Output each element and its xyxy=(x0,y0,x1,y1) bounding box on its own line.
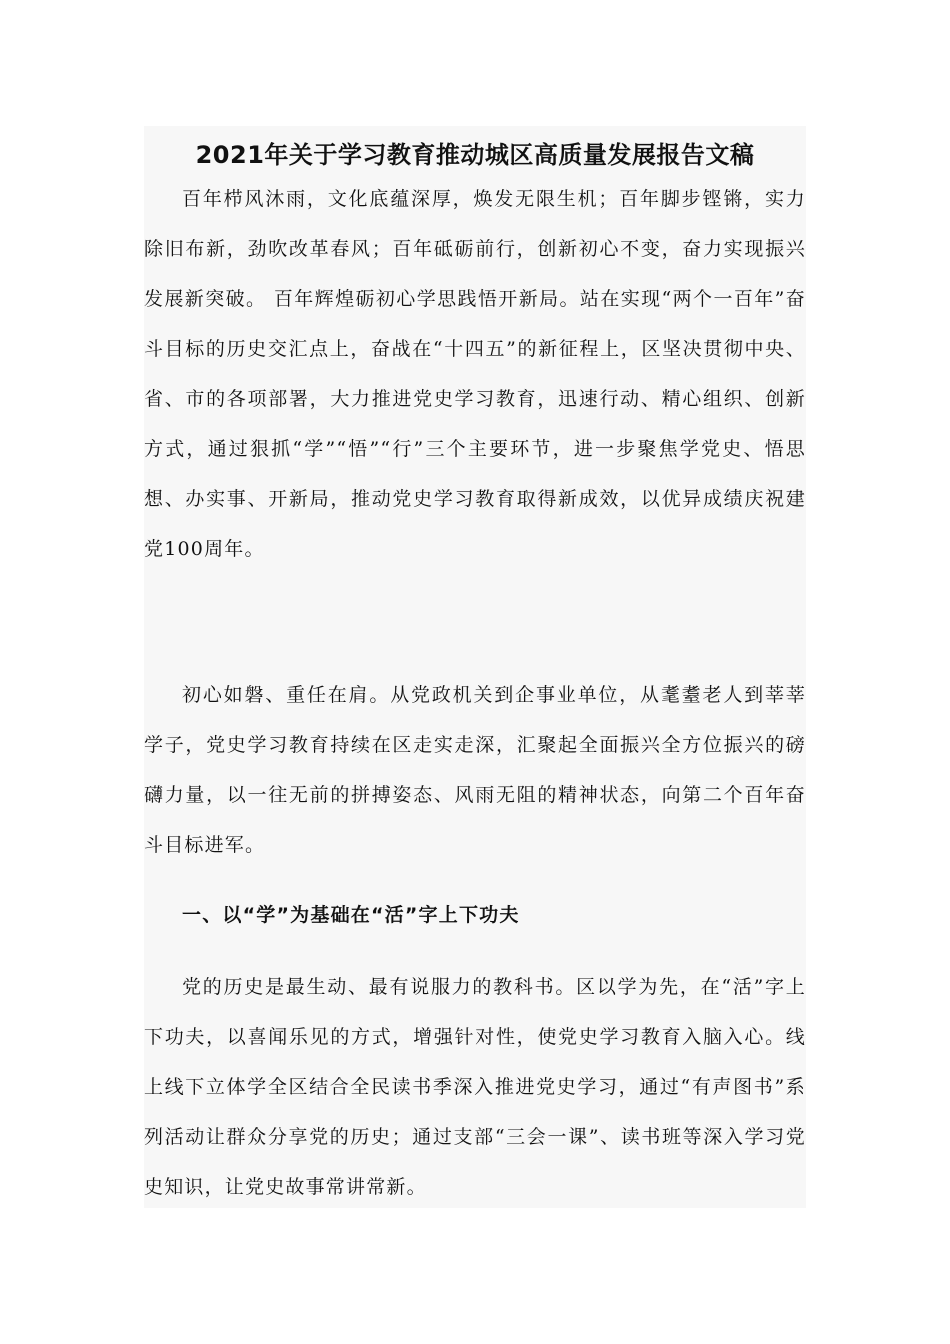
paragraph-mission: 初心如磐、重任在肩。从党政机关到企事业单位，从耄耋老人到莘莘学子，党史学习教育持续在区走实走深，汇聚起全面振兴全方位振兴的磅礴力量，以一往无前的拼搏姿态、风雨无阻的精神状态，向第二个百年奋斗目标进军。 xyxy=(144,684,806,856)
document-title: 2021年关于学习教育推动城区高质量发展报告文稿 xyxy=(195,141,755,169)
document-page xyxy=(144,126,806,1208)
paragraph-intro: 百年栉风沐雨，文化底蕴深厚，焕发无限生机；百年脚步铿锵，实力除旧布新，劲吹改革春风；百年砥砺前行，创新初心不变，奋力实现振兴发展新突破。 百年辉煌砺初心学思践悟开新局。站在实现“两个一百年”奋斗目标的历史交汇点上，奋战在“十四五”的新征程上，区坚决贯彻中央、省、市的各项部署，大力推进党史学习教育，迅速行动、精心组织、创新方式，通过狠抓“学”“悟”“行”三个主要环节，进一步聚焦学党史、悟思想、办实事、开新局，推动党史学习教育取得新成效，以优异成绩庆祝建党100周年。 xyxy=(144,188,806,560)
paragraph-section-body: 党的历史是最生动、最有说服力的教科书。区以学为先，在“活”字上下功夫，以喜闻乐见的方式，增强针对性，使党史学习教育入脑入心。线上线下立体学全区结合全民读书季深入推进党史学习，通过“有声图书”系列活动让群众分享党的历史；通过支部“三会一课”、读书班等深入学习党史知识，让党史故事常讲常新。 xyxy=(144,976,806,1198)
section-heading: 一、以“学”为基础在“活”字上下功夫 xyxy=(182,904,520,926)
